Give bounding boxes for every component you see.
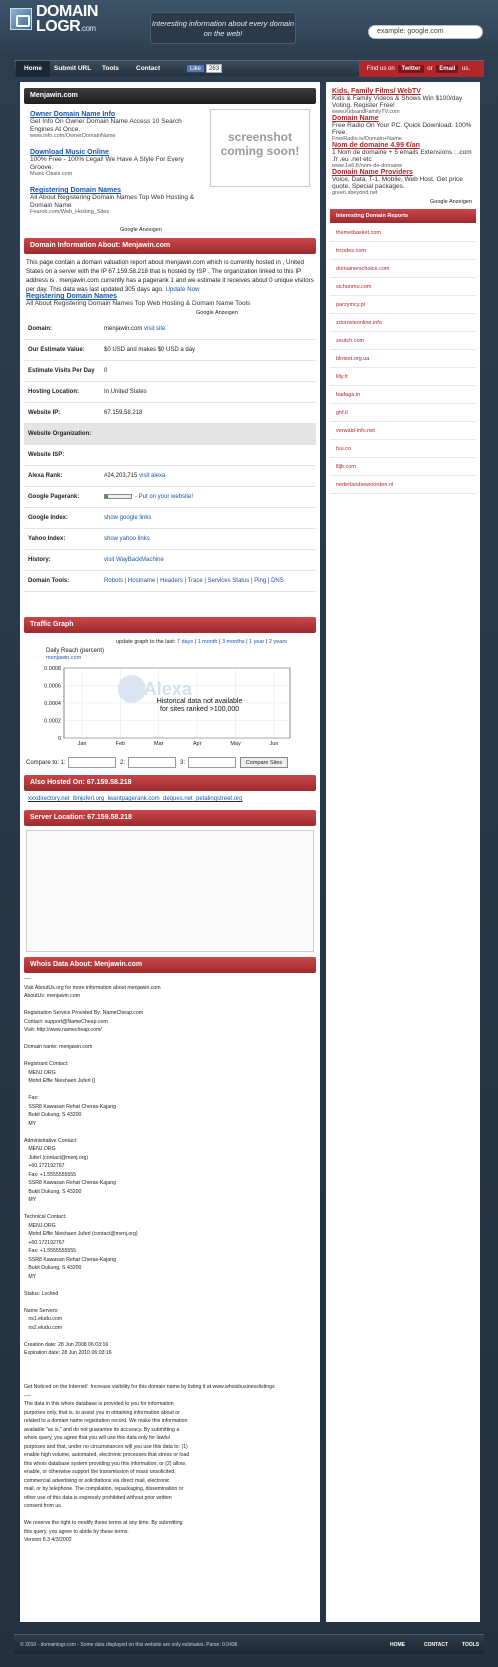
row-value: #24,203,715: [104, 473, 138, 479]
report-link[interactable]: parzymcy.pl: [330, 296, 476, 314]
facebook-like-button[interactable]: [186, 64, 222, 74]
table-row: [24, 445, 316, 466]
x-tick-label: Jan: [77, 741, 87, 747]
compare-input-2[interactable]: [128, 757, 176, 768]
sidebar-ad-title[interactable]: Nom de domaine 4.99 €/an: [332, 142, 420, 149]
compare-input-3[interactable]: [188, 757, 236, 768]
tagline: Interesting information about every domain on the web!: [150, 12, 296, 44]
report-link[interactable]: fuu.co: [330, 440, 476, 458]
report-link[interactable]: verwald-info.net: [330, 422, 476, 440]
hosted-links: [28, 796, 242, 802]
sidebar-ad-title[interactable]: Domain Name Providers: [332, 169, 413, 176]
table-row: [24, 508, 316, 529]
inline-ad-desc: All About Registering Domain Names Top Web Hosting & Domain Name Tools: [26, 300, 251, 307]
y-tick-label: 0: [57, 736, 61, 742]
whois-text: ---- Visit AboutUs.org for more information about menjawin.com AboutUs: menjawin.com Registration Service Provided By: NameCheap.com Contact: support@NameCheap.com Visit: http://www.namecheap.com/ Domain name: menjawin.com Registrant Contact: MENJ.ORG Mohd Effie Nieshaen Juferl () Fax: SSR8 Kawasan Rehat Cheras-Kajang Bukit Dukung, S 43200 MY Administrative Contact: MENJ.ORG Juferl (contact@menj.org) +60.172192767 Fax: +1.5555555555 SSR8 Kawasan Rehat Cheras-Kajang Bukit Dukung, S 43200 MY Technical Contact: MENJ.ORG Mohd Effie Nieshaen Juferl (contact@menj.org) +60.172192767 Fax: +1.5555555555 SSR8 Kawasan Rehat Cheras-Kajang Bukit Dukung, S 43200 MY Status: Locked Name Servers: ns1.eludu.com ns2.eludu.com Creation date: 28 Jun 2008 06:03:16 Expiration date: 28 Jun 2010 06:03:16 Get Noticed on the Internet! Increase visibility for this domain name by listing it at www.whoisbusinesslistings ---- The data in this whois database is provided to you for information purposes only, that is, to assist you in obtaining information about or related to a domain name registration record. We make this information available "as is," and do not guarantee its accuracy. By submitting a whois query, you agree that you will use this data only for lawful purposes and that, under no circumstances will you use this data to: (1) enable high volume, automated, electronic processes that stress or load this whois database system providing you this information; or (2) allow, enable, or otherwise support the transmission of mass unsolicited, commercial advertising or solicitations via direct mail, electronic mail, or by telephone. The compilation, repackaging, dissemination or other use of this data is expressly prohibited without prior written consent from us. We reserve the right to modify these terms at any time. By submitting this query, you agree to abide by these terms. Version 6.3 4/3/2002: [24, 976, 275, 1543]
whois-heading: Whois Data About: Menjawin.com: [24, 957, 316, 973]
table-row: [24, 361, 316, 382]
row-value: 67.159.58.218: [104, 410, 143, 416]
pagerank-fill: [105, 495, 108, 498]
row-value: 0: [104, 368, 108, 374]
table-row: [24, 487, 316, 508]
x-tick-label: Apr: [192, 741, 202, 747]
x-tick-label: May: [230, 741, 241, 747]
row-label: Google Index:: [28, 515, 69, 521]
report-link[interactable]: trcodes.com: [330, 242, 476, 260]
inline-ad-title[interactable]: Registering Domain Names: [26, 293, 118, 300]
ad-url: www.Info.com/OwnerDomainName: [30, 133, 116, 139]
footer-text: © 2010 - domainlogr.com - Some data displayed on this website are only estimates. Parse: 0.0436: [20, 1642, 238, 1648]
logo-icon[interactable]: [10, 8, 32, 30]
sidebar-ad[interactable]: [332, 115, 476, 142]
report-link[interactable]: domainerschoice.com: [330, 260, 476, 278]
hosted-link[interactable]: deques.net: [163, 796, 193, 802]
table-row: [24, 571, 316, 592]
google-ads-label[interactable]: Google Anzeigen: [120, 227, 162, 233]
sidebar-ad-url: FreeRadio.tv/Domain+Name: [332, 136, 402, 142]
domain-info-heading: Domain Information About: Menjawin.com: [24, 238, 316, 254]
inline-ad[interactable]: [26, 293, 314, 308]
ad-item[interactable]: [30, 149, 200, 185]
server-map[interactable]: [26, 830, 314, 952]
row-label: Yahoo Index:: [28, 536, 66, 542]
graph-range-selector: update graph to the last: 7 days | 1 month | 3 months | 1 year | 2 years: [116, 639, 287, 645]
table-row: [24, 319, 316, 340]
sidebar-ad[interactable]: [332, 142, 476, 169]
x-tick-label: Feb: [115, 741, 126, 747]
graph-domain-label: menjawin.com: [46, 655, 82, 661]
y-tick-label: 0.0004: [44, 701, 61, 707]
ad-url: Music-Oasis.com: [30, 171, 73, 177]
nav-submit-url[interactable]: Submit URL: [54, 65, 92, 72]
sidebar-ad-url: www.1e6.fr/nom-de-domaine: [332, 163, 403, 169]
report-link[interactable]: zeutch.com: [330, 332, 476, 350]
pagerank-bar: [104, 494, 132, 499]
footer-contact-link[interactable]: CONTACT: [424, 1642, 449, 1648]
row-label: Hosting Location:: [28, 389, 79, 395]
email-link[interactable]: Email: [436, 65, 458, 73]
compare-label-3: 3:: [180, 760, 186, 766]
fb-like-count: 263: [206, 64, 222, 73]
hosted-link[interactable]: lwantpagerank.com: [107, 796, 160, 802]
google-ads-label[interactable]: Google Anzeigen: [196, 310, 238, 316]
table-row: [24, 550, 316, 571]
sidebar-ad-title[interactable]: Kids, Family Films/ WebTV: [332, 88, 421, 95]
sidebar: [326, 82, 480, 1622]
traffic-graph-heading: Traffic Graph: [24, 617, 316, 633]
report-link[interactable]: blntest.org.ua: [330, 350, 476, 368]
report-link[interactable]: badaga.in: [330, 386, 476, 404]
y-tick-label: 0.0008: [44, 666, 61, 672]
ad-desc: All About Registering Domain Names Top Web Hosting & Domain Name: [30, 194, 195, 209]
ad-url: Fearob.com/Web_Hosting_Sites: [30, 209, 110, 215]
table-row: [24, 529, 316, 550]
site-footer: [14, 1634, 484, 1654]
y-tick-label: 0.0002: [44, 718, 61, 725]
ad-title[interactable]: Registering Domain Names: [30, 187, 122, 194]
compare-label-2: 2:: [120, 760, 126, 766]
ad-desc: Get Info On Owner Domain Name Access 10 Search Engines At Once.: [30, 118, 182, 133]
table-row: [24, 403, 316, 424]
report-link[interactable]: sichunmu.com: [330, 278, 476, 296]
row-value: menjawin.com: [104, 326, 143, 332]
graph-title: Daily Reach (percent): [46, 648, 105, 654]
y-tick-label: 0.0006: [44, 683, 61, 690]
alexa-watermark-icon: [118, 675, 146, 703]
range-3-months[interactable]: 3 months: [221, 639, 245, 645]
report-link[interactable]: nederlandsewoorden.nl: [330, 476, 476, 494]
server-location-heading: Server Location: 67.159.58.218: [24, 810, 316, 826]
compare-label: Compare to: 1:: [26, 760, 66, 766]
x-tick-label: Mar: [154, 741, 164, 747]
main-column: [20, 82, 320, 1622]
wayback-link[interactable]: visit WayBackMachine: [104, 557, 164, 563]
footer-home-link[interactable]: HOME: [390, 1642, 405, 1648]
report-link[interactable]: ghf.it: [330, 404, 476, 422]
range-1-year[interactable]: 1 year: [249, 639, 265, 645]
hosted-link[interactable]: lbnjuferl.org: [72, 796, 105, 802]
graph-note-line-2: for sites ranked >100,000: [159, 706, 240, 713]
findus-or: or: [427, 66, 433, 72]
search-input[interactable]: example: google.com: [368, 25, 483, 39]
domain-reports-heading: Interesting Domain Reports: [330, 209, 476, 223]
traffic-chart: [24, 662, 304, 752]
visit-alexa-link[interactable]: visit alexa: [139, 473, 166, 479]
update-graph-label: update graph to the last:: [116, 639, 176, 645]
site-logo[interactable]: [36, 4, 98, 36]
row-label: Domain Tools:: [28, 578, 70, 584]
ad-desc: 100% Free - 100% Legal! We Have A Style For Every Groove.: [30, 156, 184, 171]
x-tick-label: Jun: [269, 741, 279, 747]
compare-form: [26, 757, 316, 771]
domain-title: Menjawin.com: [24, 88, 316, 104]
nav-contact[interactable]: Contact: [136, 65, 161, 72]
logo-line1: DOMAIN: [36, 3, 98, 20]
sidebar-ad-desc: Free Radio On Your PC. Quick Download. 100% Free.: [332, 122, 472, 136]
row-label: Website Organization:: [28, 431, 92, 437]
sidebar-ad[interactable]: [332, 169, 476, 196]
logo-sub: .com: [80, 24, 96, 33]
google-ads-label[interactable]: Google Anzeigen: [430, 199, 472, 205]
table-row: [24, 340, 316, 361]
ad-item[interactable]: [30, 111, 200, 147]
sidebar-ad-desc: Kids & Family Videos & Shows Win $100/day Voting. Register Free!: [332, 95, 463, 109]
screenshot-placeholder: screenshot coming soon!: [210, 109, 310, 187]
table-row: [24, 424, 316, 445]
findus-suffix: us.: [461, 66, 470, 72]
report-link[interactable]: llljb.com: [330, 458, 476, 476]
twitter-link[interactable]: Twitter: [398, 65, 423, 73]
range-2-years[interactable]: 2 years: [268, 639, 287, 645]
sidebar-ad[interactable]: [332, 88, 476, 115]
ad-block: [30, 111, 200, 223]
range-1-month[interactable]: 1 month: [197, 639, 218, 645]
findus-prefix: Find us on: [366, 66, 395, 72]
sidebar-ad-url: www.KidsandFamilyTV.com: [332, 109, 400, 115]
also-hosted-heading: Also Hosted On: 67.159.58.218: [24, 775, 316, 791]
update-now-link[interactable]: Update Now: [165, 286, 200, 293]
footer-tools-link[interactable]: TOOLS: [462, 1642, 480, 1648]
nav-home[interactable]: Home: [16, 61, 50, 77]
fb-like-label: Like: [186, 64, 205, 73]
find-us-bar: [359, 61, 484, 77]
row-label: Estimate Visits Per Day: [28, 368, 95, 374]
row-value: In United States: [104, 389, 147, 395]
alexa-watermark-text: Alexa: [143, 679, 192, 699]
info-paragraph: This page contain a domain valuation report about menjawin.com which is currently hosted in , United States on a server with the IP 67.159.58.218 that is hosted by ISP . The organization linked to this IP address is . menjawin.com currently has a pagerank 1 and we estimate it receives about 0 unique visitors per day. This data was last updated 305 days ago.: [26, 259, 314, 293]
report-link[interactable]: zdorovieonline.info: [330, 314, 476, 332]
ad-title[interactable]: Download Music Online: [30, 149, 109, 156]
row-label: Website ISP:: [28, 452, 65, 458]
google-links[interactable]: show google links: [104, 515, 152, 521]
put-on-website-link[interactable]: - Put on your website!: [135, 494, 194, 500]
ad-title[interactable]: Owner Domain Name Info: [30, 111, 116, 118]
sidebar-ad-title[interactable]: Domain Name: [332, 115, 379, 122]
compare-sites-button[interactable]: Compare Sites: [240, 757, 288, 768]
ad-item[interactable]: [30, 187, 200, 223]
hosted-link[interactable]: xxxdirectory.net: [28, 796, 70, 802]
domain-info-text: [26, 258, 314, 294]
main-nav: [14, 60, 484, 76]
table-row: [24, 466, 316, 487]
yahoo-links[interactable]: show yahoo links: [104, 536, 150, 542]
compare-input-1[interactable]: [68, 757, 116, 768]
sidebar-ad-url: green.sbeyond.net: [332, 190, 378, 196]
row-label: Domain:: [28, 326, 52, 332]
row-value: $0 USD and makes $0 USD a day: [104, 347, 196, 353]
report-link[interactable]: themetbasket.com: [330, 224, 476, 242]
sidebar-ad-desc: 1 Nom de domaine + 5 emails Extensions : .com .fr .eu .net etc: [332, 149, 472, 163]
sidebar-ad-desc: Voice, Data, T-1, Mobile, Web Host. Get price quote. Special packages.: [332, 176, 463, 190]
row-label: Google Pagerank:: [28, 494, 80, 500]
visit-site-link[interactable]: visit site: [144, 326, 166, 332]
range-7-days[interactable]: 7 days: [176, 639, 194, 645]
graph-note-line-1: Historical data not available: [156, 698, 243, 705]
logo-line2: LOGR: [36, 18, 81, 35]
row-label: History:: [28, 557, 51, 563]
row-label: Our Estimate Value:: [28, 347, 85, 353]
site-header: [0, 0, 498, 60]
report-link[interactable]: lilly.fr: [330, 368, 476, 386]
table-row: [24, 382, 316, 403]
row-label: Alexa Rank:: [28, 473, 63, 479]
row-label: Website IP:: [28, 410, 61, 416]
nav-tools[interactable]: Tools: [102, 65, 119, 72]
domain-tools-links[interactable]: Robots | Hostname | Headers | Trace | Services Status | Ping | DNS: [104, 578, 284, 584]
hosted-link[interactable]: petalingstreet.org: [196, 796, 243, 802]
